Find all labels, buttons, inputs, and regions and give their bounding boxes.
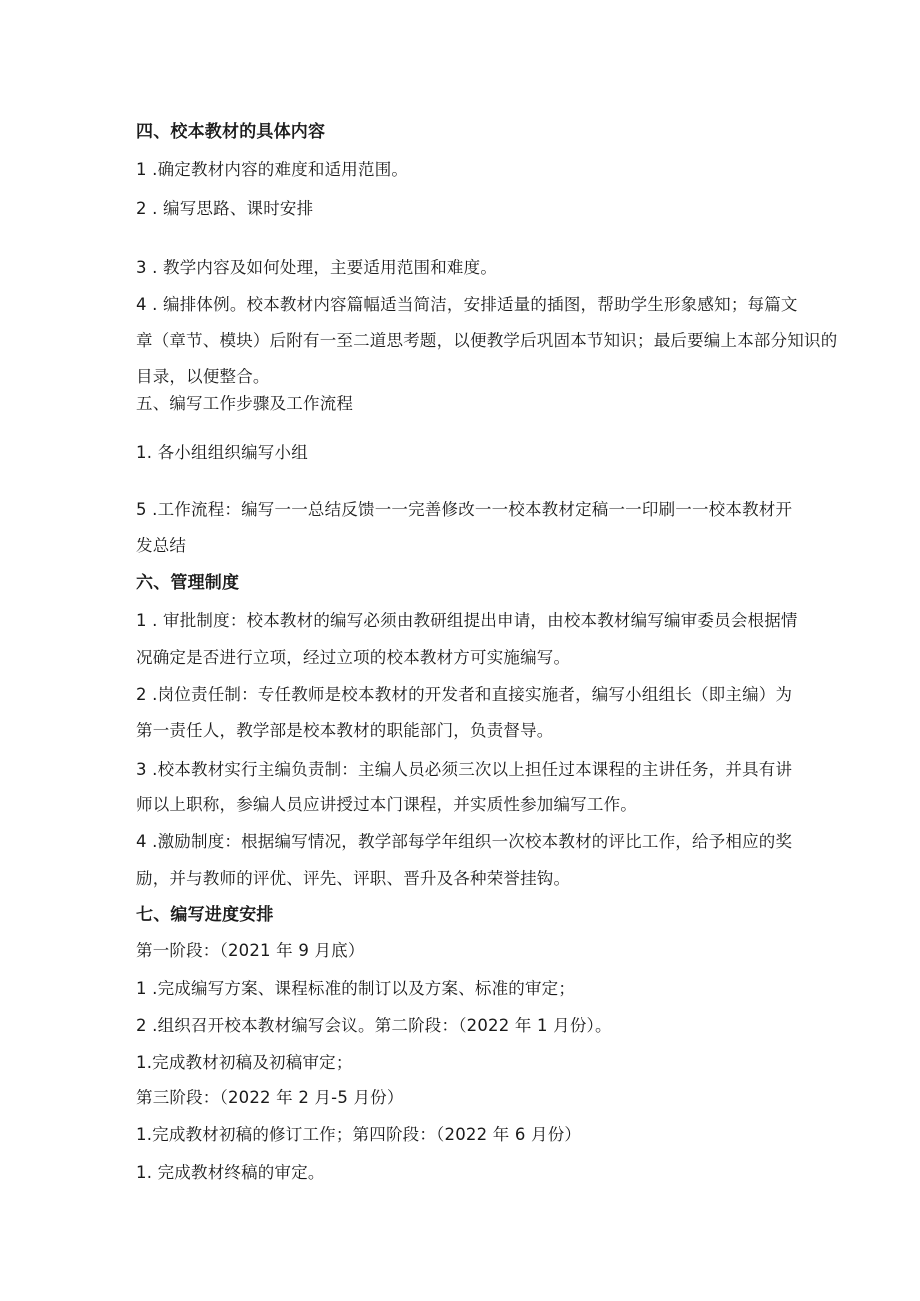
section-7-stage-1: 第一阶段：（2021 年 9 月底） xyxy=(136,941,365,960)
section-6-item-3-line-2: 师以上职称，参编人员应讲授过本门课程，并实质性参加编写工作。 xyxy=(136,795,637,814)
section-5-item-1: 1. 各小组组织编写小组 xyxy=(136,443,308,462)
section-4-title: 四、校本教材的具体内容 xyxy=(136,122,326,142)
section-6-item-4-line-2: 励，并与教师的评优、评先、评职、晋升及各种荣誉挂钩。 xyxy=(136,869,571,888)
section-4-item-3: 3 . 教学内容及如何处理，主要适用范围和难度。 xyxy=(136,258,498,277)
section-4-item-4-line-2: 章（章节、模块）后附有一至二道思考题，以便教学后巩固本节知识；最后要编上本部分知识的 xyxy=(136,331,838,350)
section-4-item-1: 1 .确定教材内容的难度和适用范围。 xyxy=(136,160,409,179)
section-7-stage-3: 第三阶段：（2022 年 2 月-5 月份） xyxy=(136,1088,404,1107)
section-6-item-2-line-2: 第一责任人，教学部是校本教材的职能部门，负责督导。 xyxy=(136,721,554,740)
section-7-item-5: 1. 完成教材终稿的审定。 xyxy=(136,1163,325,1182)
section-4-item-4-line-3: 目录，以便整合。 xyxy=(136,367,270,386)
section-7-item-4: 1.完成教材初稿的修订工作；第四阶段：（2022 年 6 月份） xyxy=(136,1125,582,1144)
section-5-title: 五、编写工作步骤及工作流程 xyxy=(136,394,354,413)
section-6-item-3-line-1: 3 .校本教材实行主编负责制：主编人员必须三次以上担任过本课程的主讲任务，并具有讲 xyxy=(136,760,793,779)
section-5-item-5-line-2: 发总结 xyxy=(136,536,187,555)
section-6-item-2-line-1: 2 .岗位责任制：专任教师是校本教材的开发者和直接实施者，编写小组组长（即主编）为 xyxy=(136,685,793,704)
section-6-title: 六、管理制度 xyxy=(136,573,240,593)
section-7-item-2: 2 .组织召开校本教材编写会议。第二阶段：（2022 年 1 月份）。 xyxy=(136,1016,612,1035)
section-7-title: 七、编写进度安排 xyxy=(136,905,274,925)
section-6-item-1-line-1: 1 . 审批制度：校本教材的编写必须由教研组提出申请，由校本教材编写编审委员会根据情 xyxy=(136,611,798,630)
section-6-item-4-line-1: 4 .激励制度：根据编写情况，教学部每学年组织一次校本教材的评比工作，给予相应的奖 xyxy=(136,832,793,851)
section-5-item-5-line-1: 5 .工作流程：编写一一总结反馈一一完善修改一一校本教材定稿一一印刷一一校本教材开 xyxy=(136,500,793,519)
section-4-item-2: 2 . 编写思路、课时安排 xyxy=(136,199,314,218)
section-4-item-4-line-1: 4 . 编排体例。校本教材内容篇幅适当简洁，安排适量的插图，帮助学生形象感知；每篇文 xyxy=(136,295,798,314)
section-7-item-1: 1 .完成编写方案、课程标准的制订以及方案、标准的审定； xyxy=(136,979,576,998)
section-7-item-3: 1.完成教材初稿及初稿审定； xyxy=(136,1053,353,1072)
section-6-item-1-line-2: 况确定是否进行立项，经过立项的校本教材方可实施编写。 xyxy=(136,648,571,667)
